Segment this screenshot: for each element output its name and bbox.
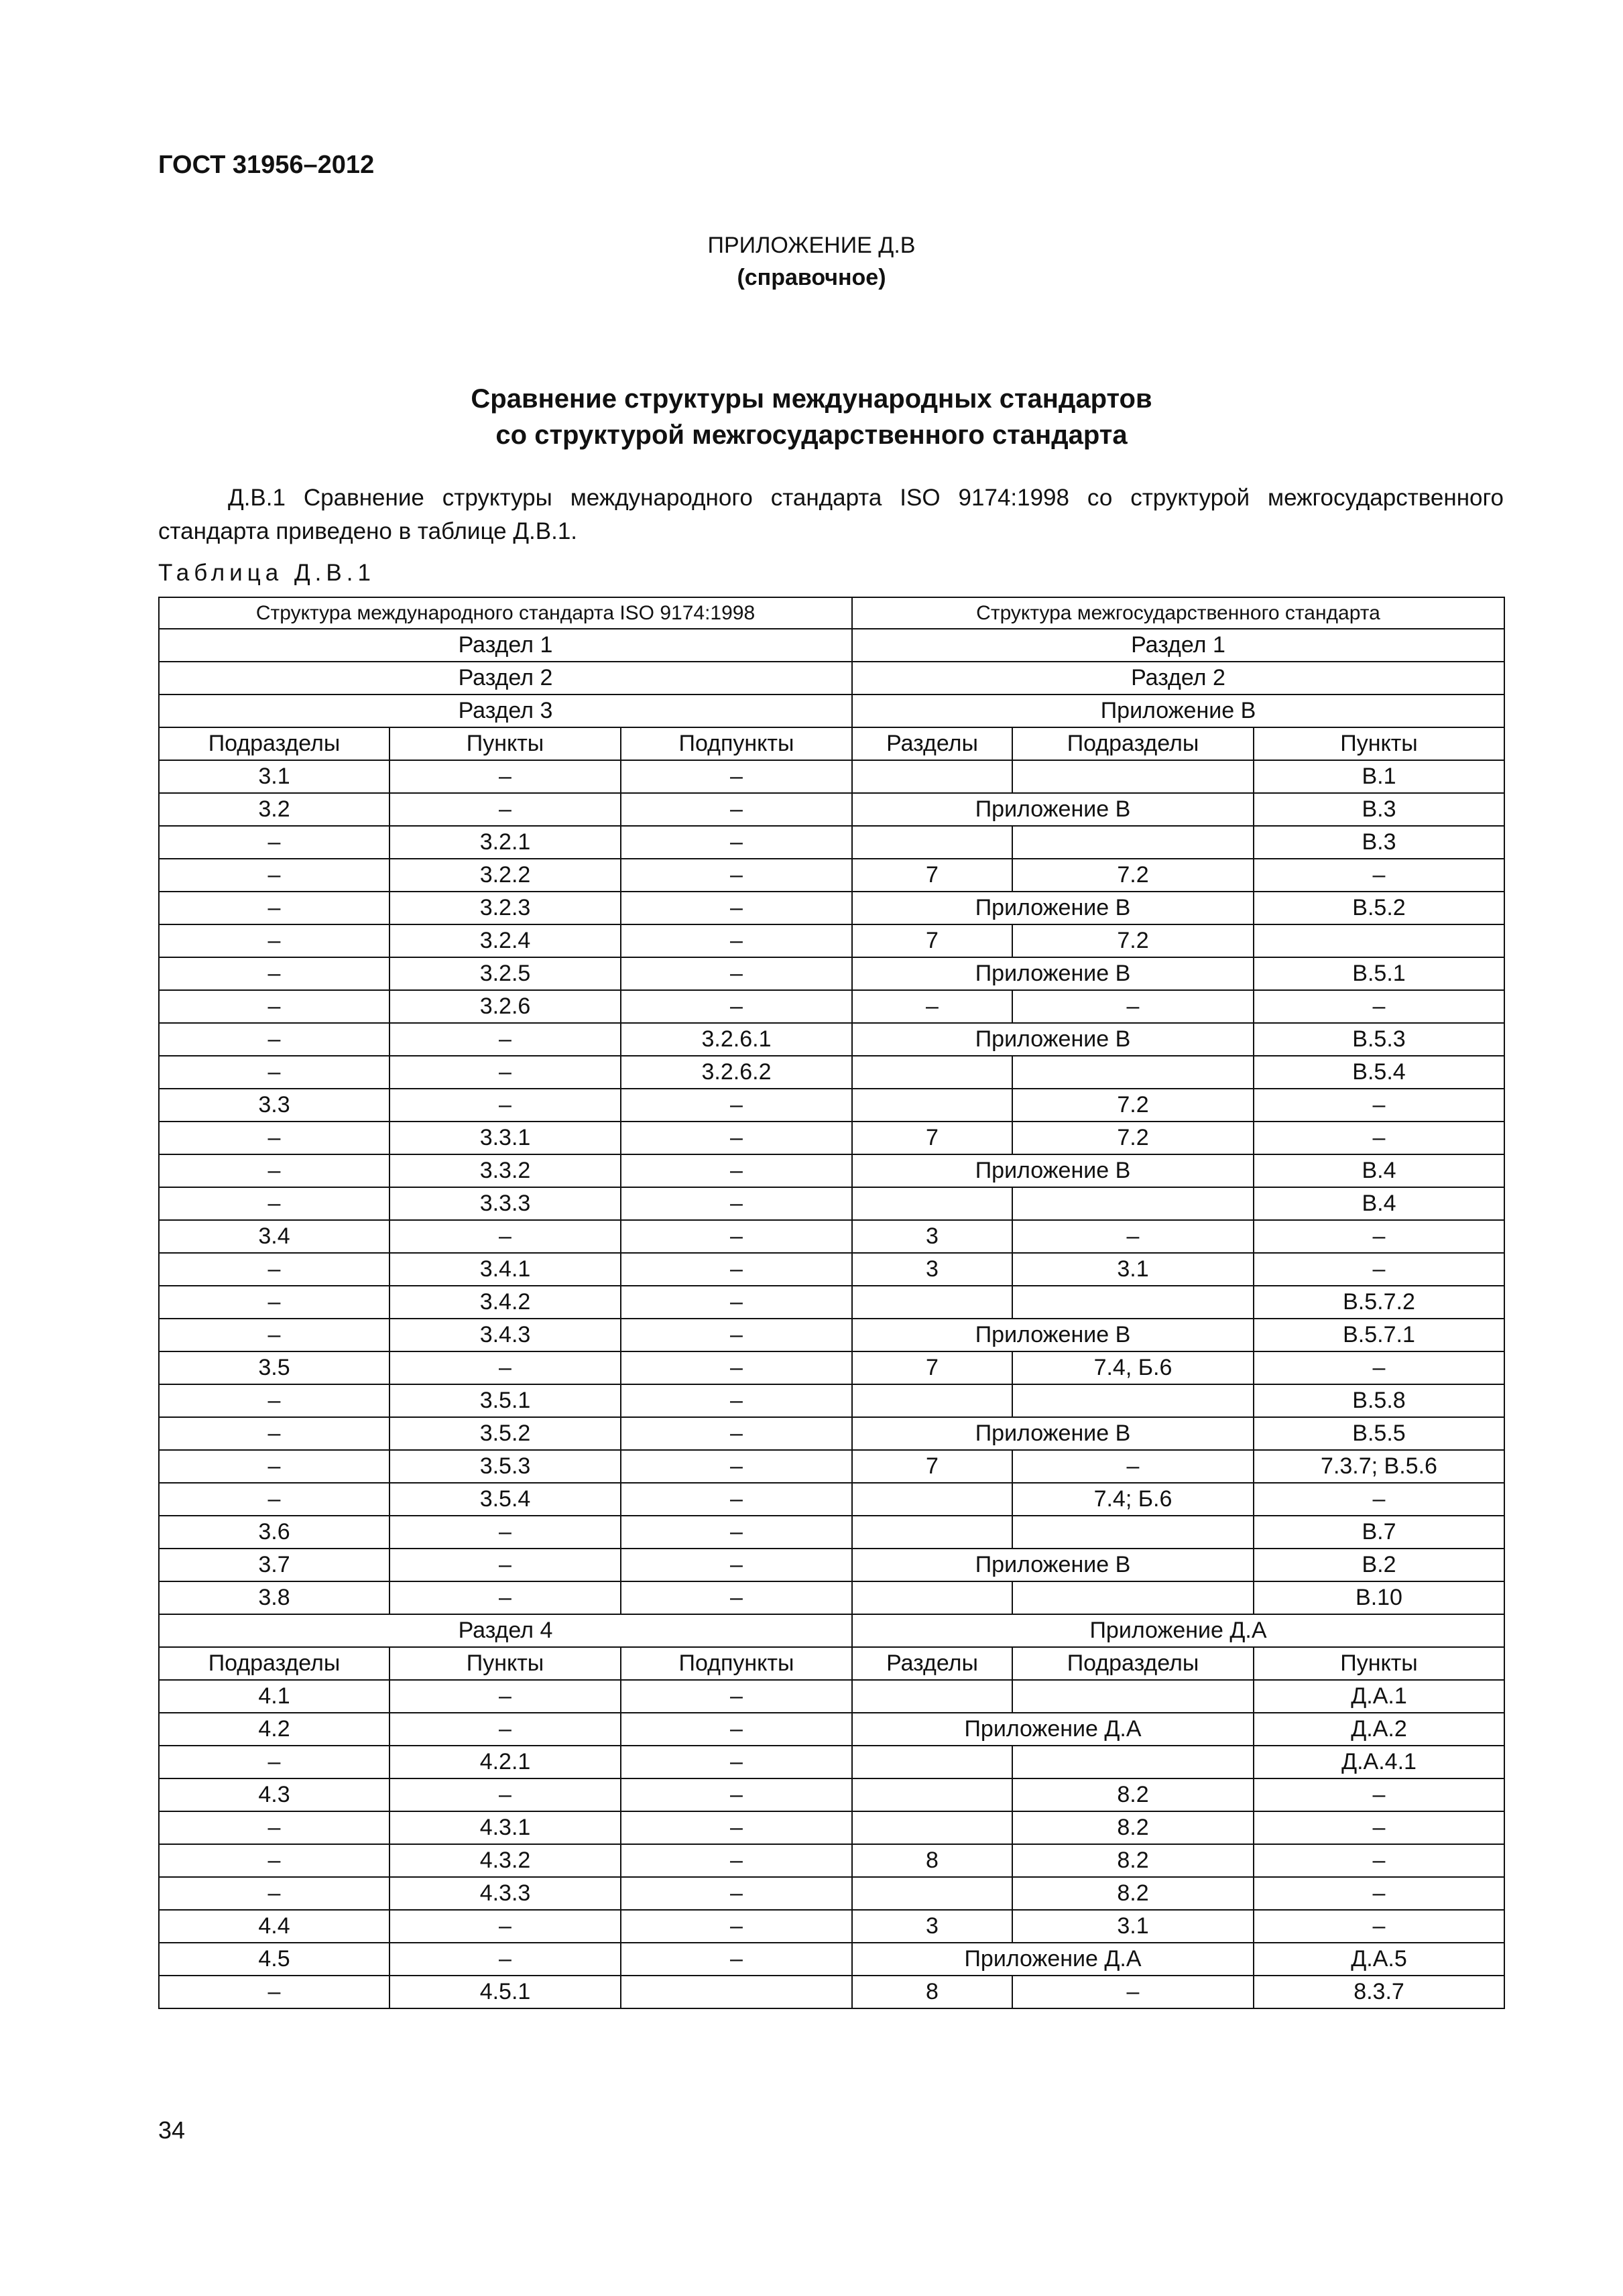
table-cell: Разделы bbox=[852, 1647, 1012, 1680]
table-cell: 7.2 bbox=[1012, 924, 1254, 957]
table-cell: – bbox=[159, 924, 389, 957]
table-cell bbox=[852, 1778, 1012, 1811]
table-cell: Разделы bbox=[852, 727, 1012, 760]
table-cell: В.5.7.1 bbox=[1254, 1319, 1504, 1351]
table-cell bbox=[852, 1187, 1012, 1220]
table-cell: 4.5 bbox=[159, 1943, 389, 1976]
table-cell: Д.А.2 bbox=[1254, 1713, 1504, 1746]
table-cell: – bbox=[159, 1450, 389, 1483]
table-cell: – bbox=[159, 1877, 389, 1910]
table-cell bbox=[852, 1877, 1012, 1910]
table-cell: 8.3.7 bbox=[1254, 1976, 1504, 2008]
table-cell: – bbox=[159, 1483, 389, 1516]
table-cell: 3.8 bbox=[159, 1581, 389, 1614]
table-cell bbox=[852, 826, 1012, 859]
table-cell-merged: Приложение В bbox=[852, 1417, 1254, 1450]
table-cell: – bbox=[621, 1319, 852, 1351]
table-cell: – bbox=[159, 892, 389, 924]
table-row bbox=[159, 1910, 1504, 1943]
table-cell: – bbox=[159, 1154, 389, 1187]
table-cell: 8 bbox=[852, 1976, 1012, 2008]
table-cell: 3.1 bbox=[1012, 1910, 1254, 1943]
table-cell: – bbox=[159, 1187, 389, 1220]
table-cell: 3 bbox=[852, 1910, 1012, 1943]
table-cell: 3.2.4 bbox=[389, 924, 621, 957]
table-cell: – bbox=[621, 1516, 852, 1549]
table-cell: – bbox=[621, 1122, 852, 1154]
table-cell: – bbox=[389, 1351, 621, 1384]
table-cell bbox=[621, 1976, 852, 2008]
table-cell: 3.2.6 bbox=[389, 990, 621, 1023]
table-row bbox=[159, 1581, 1504, 1614]
table-cell: – bbox=[852, 990, 1012, 1023]
table-cell: – bbox=[1254, 859, 1504, 892]
table-row bbox=[159, 1089, 1504, 1122]
table-cell: – bbox=[389, 1910, 621, 1943]
table-cell: Подпункты bbox=[621, 727, 852, 760]
table-cell: – bbox=[1012, 1220, 1254, 1253]
table-cell: – bbox=[621, 1844, 852, 1877]
table-cell: 7.4, Б.6 bbox=[1012, 1351, 1254, 1384]
table-cell: В.7 bbox=[1254, 1516, 1504, 1549]
table-cell: – bbox=[159, 1976, 389, 2008]
table-row bbox=[159, 1680, 1504, 1713]
table-cell-merged: Приложение Д.А bbox=[852, 1713, 1254, 1746]
table-cell bbox=[1012, 1286, 1254, 1319]
table-cell: В.5.4 bbox=[1254, 1056, 1504, 1089]
table-cell: 3.5.1 bbox=[389, 1384, 621, 1417]
table-row bbox=[159, 1844, 1504, 1877]
section-cell-left: Раздел 2 bbox=[159, 662, 852, 694]
table-cell: 3.3.2 bbox=[389, 1154, 621, 1187]
table-cell: Подразделы bbox=[159, 1647, 389, 1680]
table-row bbox=[159, 1549, 1504, 1581]
table-cell: – bbox=[621, 793, 852, 826]
table-row bbox=[159, 662, 1504, 694]
table-caption: Таблица Д.В.1 bbox=[158, 560, 375, 586]
table-cell: – bbox=[621, 1713, 852, 1746]
table-cell: – bbox=[621, 892, 852, 924]
table-cell: Подпункты bbox=[621, 1647, 852, 1680]
table-cell: 4.5.1 bbox=[389, 1976, 621, 2008]
table-row bbox=[159, 859, 1504, 892]
table-cell: – bbox=[159, 1023, 389, 1056]
table-cell: 3.5.4 bbox=[389, 1483, 621, 1516]
table-cell: В.3 bbox=[1254, 826, 1504, 859]
table-cell: Пункты bbox=[389, 1647, 621, 1680]
table-cell: Подразделы bbox=[1012, 1647, 1254, 1680]
table-cell bbox=[852, 1680, 1012, 1713]
table-cell: – bbox=[621, 1877, 852, 1910]
table-cell: 3.7 bbox=[159, 1549, 389, 1581]
table-cell: – bbox=[159, 1844, 389, 1877]
table-row bbox=[159, 1516, 1504, 1549]
table-cell: В.3 bbox=[1254, 793, 1504, 826]
table-row bbox=[159, 1286, 1504, 1319]
table-cell: – bbox=[1254, 1220, 1504, 1253]
table-cell: В.2 bbox=[1254, 1549, 1504, 1581]
table-cell: 4.2 bbox=[159, 1713, 389, 1746]
table-row bbox=[159, 1713, 1504, 1746]
table-cell: – bbox=[389, 793, 621, 826]
table-cell: 3.3.3 bbox=[389, 1187, 621, 1220]
table-row bbox=[159, 1023, 1504, 1056]
document-title bbox=[0, 381, 1623, 453]
table-cell: – bbox=[159, 1384, 389, 1417]
table-cell: 8 bbox=[852, 1844, 1012, 1877]
appendix-status: (справочное) bbox=[737, 265, 886, 290]
table-cell: 3.1 bbox=[1012, 1253, 1254, 1286]
table-cell: 7.2 bbox=[1012, 1122, 1254, 1154]
table-cell: В.5.8 bbox=[1254, 1384, 1504, 1417]
table-row bbox=[159, 1647, 1504, 1680]
table-row bbox=[159, 1351, 1504, 1384]
section-cell-left: Раздел 1 bbox=[159, 629, 852, 662]
document-title-line-2: со структурой межгосударственного стандарта bbox=[495, 420, 1128, 450]
table-row bbox=[159, 760, 1504, 793]
table-cell: 4.4 bbox=[159, 1910, 389, 1943]
table-row bbox=[159, 1614, 1504, 1647]
table-cell: – bbox=[1254, 1351, 1504, 1384]
table-cell: Пункты bbox=[1254, 727, 1504, 760]
table-cell: 4.3 bbox=[159, 1778, 389, 1811]
table-cell: – bbox=[621, 1943, 852, 1976]
comparison-table bbox=[158, 597, 1505, 2009]
table-cell: 3.2 bbox=[159, 793, 389, 826]
table-row bbox=[159, 1778, 1504, 1811]
table-cell: – bbox=[621, 1286, 852, 1319]
table-cell: 3.4.3 bbox=[389, 1319, 621, 1351]
table-row bbox=[159, 1122, 1504, 1154]
intro-paragraph: Д.В.1 Сравнение структуры международного стандарта ISO 9174:1998 со структурой межгосударственного стандарта приведено в таблице Д.В.1. bbox=[158, 485, 1504, 544]
table-cell: – bbox=[159, 1056, 389, 1089]
section-cell-right: Приложение В bbox=[852, 694, 1504, 727]
table-cell: – bbox=[389, 1220, 621, 1253]
table-cell: Д.А.1 bbox=[1254, 1680, 1504, 1713]
table-cell: – bbox=[159, 957, 389, 990]
table-cell: – bbox=[621, 1549, 852, 1581]
document-title-line-1: Сравнение структуры международных стандартов bbox=[471, 384, 1152, 414]
table-cell: – bbox=[1254, 1910, 1504, 1943]
table-cell: – bbox=[159, 826, 389, 859]
table-cell bbox=[1012, 1581, 1254, 1614]
table-cell: – bbox=[621, 924, 852, 957]
table-cell: 3 bbox=[852, 1253, 1012, 1286]
table-cell: – bbox=[621, 1417, 852, 1450]
table-cell: – bbox=[1254, 1844, 1504, 1877]
table-cell: – bbox=[159, 1122, 389, 1154]
table-cell: – bbox=[621, 1384, 852, 1417]
table-cell: В.5.1 bbox=[1254, 957, 1504, 990]
header-interstate: Структура межгосударственного стандарта bbox=[852, 597, 1504, 629]
table-cell: – bbox=[1012, 1976, 1254, 2008]
table-cell bbox=[1012, 1746, 1254, 1778]
table-cell: – bbox=[621, 1778, 852, 1811]
table-cell: – bbox=[621, 1680, 852, 1713]
table-row bbox=[159, 892, 1504, 924]
header-international: Структура международного стандарта ISO 9174:1998 bbox=[159, 597, 852, 629]
table-cell: – bbox=[159, 859, 389, 892]
table-cell-merged: Приложение В bbox=[852, 1154, 1254, 1187]
table-cell: В.5.3 bbox=[1254, 1023, 1504, 1056]
table-cell: – bbox=[159, 1746, 389, 1778]
table-cell: – bbox=[1254, 1483, 1504, 1516]
table-cell bbox=[1254, 924, 1504, 957]
table-cell: 3.4.1 bbox=[389, 1253, 621, 1286]
table-cell: – bbox=[621, 1351, 852, 1384]
table-cell: 7 bbox=[852, 924, 1012, 957]
table-cell: – bbox=[621, 1253, 852, 1286]
table-cell bbox=[1012, 1187, 1254, 1220]
table-cell: – bbox=[621, 1089, 852, 1122]
table-cell: – bbox=[621, 859, 852, 892]
table-cell bbox=[1012, 1680, 1254, 1713]
table-cell: – bbox=[1012, 990, 1254, 1023]
table-row bbox=[159, 1253, 1504, 1286]
table-row bbox=[159, 1746, 1504, 1778]
table-row bbox=[159, 1220, 1504, 1253]
table-cell: – bbox=[1254, 1778, 1504, 1811]
table-cell: – bbox=[389, 1549, 621, 1581]
table-cell: – bbox=[621, 1220, 852, 1253]
table-cell: 3.2.5 bbox=[389, 957, 621, 990]
section-cell-right: Приложение Д.А bbox=[852, 1614, 1504, 1647]
table-cell bbox=[852, 760, 1012, 793]
table-cell bbox=[852, 1056, 1012, 1089]
table-cell: – bbox=[621, 1187, 852, 1220]
table-cell: – bbox=[621, 1581, 852, 1614]
table-cell: 3.2.3 bbox=[389, 892, 621, 924]
table-cell: Подразделы bbox=[1012, 727, 1254, 760]
table-cell: – bbox=[1012, 1450, 1254, 1483]
table-cell: – bbox=[621, 957, 852, 990]
table-cell: – bbox=[159, 990, 389, 1023]
table-cell: – bbox=[159, 1417, 389, 1450]
table-cell: 4.2.1 bbox=[389, 1746, 621, 1778]
table-cell-merged: Приложение В bbox=[852, 1319, 1254, 1351]
table-cell bbox=[852, 1089, 1012, 1122]
table-row bbox=[159, 1811, 1504, 1844]
table-cell bbox=[1012, 760, 1254, 793]
table-cell: – bbox=[389, 1089, 621, 1122]
table-cell: 3.2.2 bbox=[389, 859, 621, 892]
table-cell: 3.1 bbox=[159, 760, 389, 793]
table-cell: – bbox=[1254, 1877, 1504, 1910]
table-row bbox=[159, 1384, 1504, 1417]
section-cell-left: Раздел 4 bbox=[159, 1614, 852, 1647]
table-cell: – bbox=[389, 760, 621, 793]
table-cell: – bbox=[389, 1713, 621, 1746]
table-cell-merged: Приложение В bbox=[852, 1549, 1254, 1581]
table-cell: 3.3 bbox=[159, 1089, 389, 1122]
table-cell: 3.5.3 bbox=[389, 1450, 621, 1483]
table-cell: – bbox=[1254, 990, 1504, 1023]
table-cell bbox=[852, 1811, 1012, 1844]
table-cell: 7 bbox=[852, 1351, 1012, 1384]
table-cell: 7.3.7; В.5.6 bbox=[1254, 1450, 1504, 1483]
table-cell: – bbox=[621, 1483, 852, 1516]
table-row bbox=[159, 1187, 1504, 1220]
table-cell bbox=[852, 1286, 1012, 1319]
table-cell-merged: Приложение В bbox=[852, 1023, 1254, 1056]
table-row bbox=[159, 990, 1504, 1023]
table-cell: 4.3.2 bbox=[389, 1844, 621, 1877]
table-row bbox=[159, 1943, 1504, 1976]
table-cell: Подразделы bbox=[159, 727, 389, 760]
table-row bbox=[159, 957, 1504, 990]
table-cell: – bbox=[389, 1943, 621, 1976]
table-row bbox=[159, 793, 1504, 826]
table-cell: 8.2 bbox=[1012, 1811, 1254, 1844]
table-row bbox=[159, 1877, 1504, 1910]
table-row bbox=[159, 826, 1504, 859]
table-cell: 7.4; Б.6 bbox=[1012, 1483, 1254, 1516]
table-cell bbox=[1012, 1056, 1254, 1089]
table-cell: 7 bbox=[852, 1450, 1012, 1483]
table-cell: 3.2.6.1 bbox=[621, 1023, 852, 1056]
table-cell bbox=[852, 1384, 1012, 1417]
table-cell: В.4 bbox=[1254, 1154, 1504, 1187]
table-row bbox=[159, 1154, 1504, 1187]
document-code: ГОСТ 31956–2012 bbox=[158, 151, 375, 179]
table-cell: 3.6 bbox=[159, 1516, 389, 1549]
table-cell: Пункты bbox=[389, 727, 621, 760]
section-cell-right: Раздел 1 bbox=[852, 629, 1504, 662]
table-row bbox=[159, 1450, 1504, 1483]
appendix-title: ПРИЛОЖЕНИЕ Д.В bbox=[707, 233, 916, 258]
table-cell: В.5.7.2 bbox=[1254, 1286, 1504, 1319]
table-cell: Д.А.4.1 bbox=[1254, 1746, 1504, 1778]
table-cell: Д.А.5 bbox=[1254, 1943, 1504, 1976]
table-cell: – bbox=[159, 1811, 389, 1844]
table-cell: – bbox=[389, 1581, 621, 1614]
table-cell: 3.2.6.2 bbox=[621, 1056, 852, 1089]
table-cell: 3.4 bbox=[159, 1220, 389, 1253]
table-cell-merged: Приложение Д.А bbox=[852, 1943, 1254, 1976]
table-cell: – bbox=[389, 1023, 621, 1056]
table-cell bbox=[1012, 1516, 1254, 1549]
table-cell: В.5.2 bbox=[1254, 892, 1504, 924]
table-cell: – bbox=[389, 1516, 621, 1549]
table-cell: В.5.5 bbox=[1254, 1417, 1504, 1450]
table-cell: 3.3.1 bbox=[389, 1122, 621, 1154]
table-cell bbox=[852, 1483, 1012, 1516]
table-cell: – bbox=[621, 1811, 852, 1844]
table-header-row bbox=[159, 597, 1504, 629]
table-cell-merged: Приложение В bbox=[852, 957, 1254, 990]
section-cell-right: Раздел 2 bbox=[852, 662, 1504, 694]
table-cell: – bbox=[389, 1680, 621, 1713]
table-cell: 7 bbox=[852, 1122, 1012, 1154]
table-cell bbox=[852, 1746, 1012, 1778]
table-cell: 3.5 bbox=[159, 1351, 389, 1384]
table-cell: 4.1 bbox=[159, 1680, 389, 1713]
table-cell: 3.5.2 bbox=[389, 1417, 621, 1450]
table-row bbox=[159, 924, 1504, 957]
table-row bbox=[159, 1417, 1504, 1450]
table-cell: – bbox=[1254, 1122, 1504, 1154]
table-cell: 7 bbox=[852, 859, 1012, 892]
table-cell: – bbox=[389, 1056, 621, 1089]
table-row bbox=[159, 1319, 1504, 1351]
table-cell: – bbox=[1254, 1253, 1504, 1286]
table-cell-merged: Приложение В bbox=[852, 892, 1254, 924]
page-number: 34 bbox=[158, 2116, 186, 2144]
table-row bbox=[159, 694, 1504, 727]
table-cell: 3 bbox=[852, 1220, 1012, 1253]
table-cell: – bbox=[159, 1253, 389, 1286]
section-cell-left: Раздел 3 bbox=[159, 694, 852, 727]
table-cell: – bbox=[621, 1450, 852, 1483]
table-cell: 8.2 bbox=[1012, 1877, 1254, 1910]
table-cell bbox=[1012, 826, 1254, 859]
table-cell bbox=[852, 1581, 1012, 1614]
table-row bbox=[159, 1483, 1504, 1516]
table-cell: 8.2 bbox=[1012, 1844, 1254, 1877]
table-cell: 3.4.2 bbox=[389, 1286, 621, 1319]
table-cell: Пункты bbox=[1254, 1647, 1504, 1680]
table-row bbox=[159, 629, 1504, 662]
table-cell: – bbox=[159, 1319, 389, 1351]
table-cell: – bbox=[621, 826, 852, 859]
table-row bbox=[159, 727, 1504, 760]
table-cell: – bbox=[621, 760, 852, 793]
table-cell: В.1 bbox=[1254, 760, 1504, 793]
table-cell: – bbox=[159, 1286, 389, 1319]
table-cell: – bbox=[1254, 1089, 1504, 1122]
table-cell-merged: Приложение В bbox=[852, 793, 1254, 826]
table-cell bbox=[1012, 1384, 1254, 1417]
table-cell: 4.3.3 bbox=[389, 1877, 621, 1910]
table-row bbox=[159, 1056, 1504, 1089]
table-row bbox=[159, 1976, 1504, 2008]
table-cell: 7.2 bbox=[1012, 1089, 1254, 1122]
table-cell: – bbox=[621, 1154, 852, 1187]
table-cell: – bbox=[621, 1746, 852, 1778]
table-cell: – bbox=[621, 990, 852, 1023]
table-cell: 7.2 bbox=[1012, 859, 1254, 892]
table-cell: – bbox=[621, 1910, 852, 1943]
table-cell: В.4 bbox=[1254, 1187, 1504, 1220]
table-cell: 8.2 bbox=[1012, 1778, 1254, 1811]
table-cell bbox=[852, 1516, 1012, 1549]
table-cell: 4.3.1 bbox=[389, 1811, 621, 1844]
table-cell: – bbox=[389, 1778, 621, 1811]
table-cell: 3.2.1 bbox=[389, 826, 621, 859]
table-cell: – bbox=[1254, 1811, 1504, 1844]
table-cell: В.10 bbox=[1254, 1581, 1504, 1614]
